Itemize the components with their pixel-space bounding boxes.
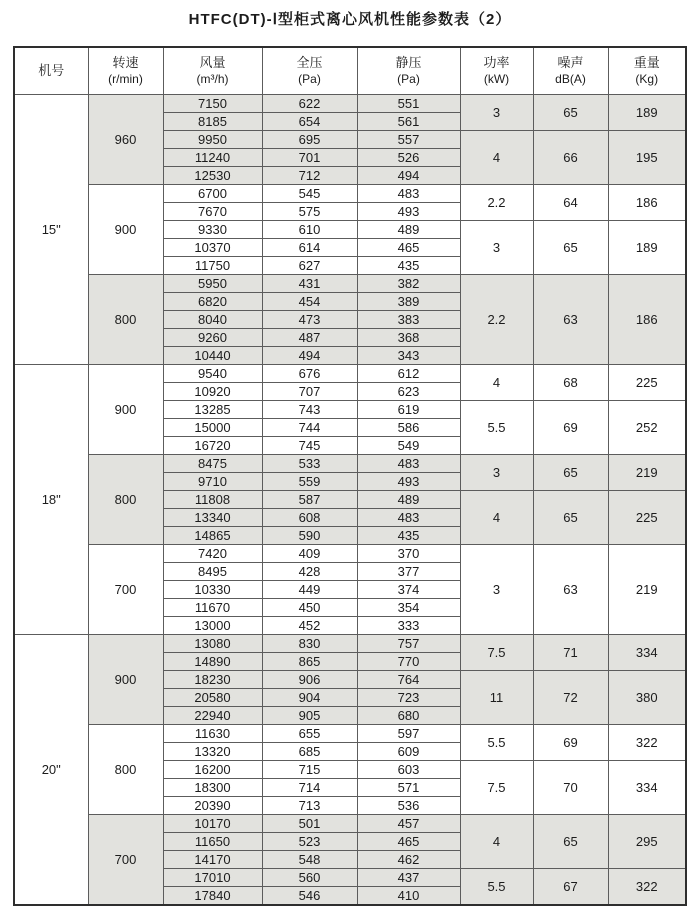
static-pressure-cell: 549 (357, 437, 460, 455)
weight-cell: 195 (608, 131, 686, 185)
airflow-cell: 13320 (163, 743, 262, 761)
static-pressure-cell: 561 (357, 113, 460, 131)
total-pressure-cell: 865 (262, 653, 357, 671)
speed-cell: 800 (88, 725, 163, 815)
power-cell: 11 (460, 671, 533, 725)
airflow-cell: 16200 (163, 761, 262, 779)
airflow-cell: 7420 (163, 545, 262, 563)
airflow-cell: 6820 (163, 293, 262, 311)
airflow-cell: 9710 (163, 473, 262, 491)
weight-cell: 334 (608, 761, 686, 815)
static-pressure-cell: 619 (357, 401, 460, 419)
total-pressure-cell: 454 (262, 293, 357, 311)
static-pressure-cell: 723 (357, 689, 460, 707)
size-cell: 20" (14, 635, 88, 906)
airflow-cell: 12530 (163, 167, 262, 185)
airflow-cell: 16720 (163, 437, 262, 455)
noise-cell: 64 (533, 185, 608, 221)
header-unit: (m³/h) (196, 71, 229, 86)
total-pressure-cell: 450 (262, 599, 357, 617)
airflow-cell: 10330 (163, 581, 262, 599)
airflow-cell: 8185 (163, 113, 262, 131)
static-pressure-cell: 623 (357, 383, 460, 401)
airflow-cell: 14865 (163, 527, 262, 545)
airflow-cell: 10370 (163, 239, 262, 257)
table-row (14, 725, 686, 743)
power-cell: 3 (460, 95, 533, 131)
total-pressure-cell: 695 (262, 131, 357, 149)
power-cell: 5.5 (460, 725, 533, 761)
airflow-cell: 11750 (163, 257, 262, 275)
airflow-cell: 14170 (163, 851, 262, 869)
weight-cell: 295 (608, 815, 686, 869)
airflow-cell: 13080 (163, 635, 262, 653)
static-pressure-cell: 389 (357, 293, 460, 311)
table-row (14, 95, 686, 113)
col-header-noise (533, 47, 608, 95)
total-pressure-cell: 906 (262, 671, 357, 689)
speed-cell: 800 (88, 275, 163, 365)
total-pressure-cell: 654 (262, 113, 357, 131)
airflow-cell: 17840 (163, 887, 262, 906)
total-pressure-cell: 830 (262, 635, 357, 653)
static-pressure-cell: 770 (357, 653, 460, 671)
airflow-cell: 8475 (163, 455, 262, 473)
table-row (14, 365, 686, 383)
weight-cell: 219 (608, 455, 686, 491)
total-pressure-cell: 487 (262, 329, 357, 347)
weight-cell: 322 (608, 869, 686, 906)
header-unit: (r/min) (108, 71, 143, 86)
weight-cell: 334 (608, 635, 686, 671)
airflow-cell: 18230 (163, 671, 262, 689)
airflow-cell: 5950 (163, 275, 262, 293)
fan-performance-table (13, 46, 687, 906)
static-pressure-cell: 465 (357, 833, 460, 851)
page-title: HTFC(DT)-Ⅰ型柜式离心风机性能参数表（2） (188, 11, 512, 28)
airflow-cell: 8040 (163, 311, 262, 329)
airflow-cell: 9540 (163, 365, 262, 383)
col-header-total-pressure (262, 47, 357, 95)
speed-cell: 900 (88, 365, 163, 455)
total-pressure-cell: 713 (262, 797, 357, 815)
total-pressure-cell: 676 (262, 365, 357, 383)
airflow-cell: 11630 (163, 725, 262, 743)
airflow-cell: 6700 (163, 185, 262, 203)
noise-cell: 72 (533, 671, 608, 725)
power-cell: 4 (460, 491, 533, 545)
noise-cell: 65 (533, 815, 608, 869)
col-header-static-pressure (357, 47, 460, 95)
total-pressure-cell: 494 (262, 347, 357, 365)
total-pressure-cell: 610 (262, 221, 357, 239)
noise-cell: 63 (533, 545, 608, 635)
weight-cell: 186 (608, 185, 686, 221)
total-pressure-cell: 533 (262, 455, 357, 473)
noise-cell: 70 (533, 761, 608, 815)
static-pressure-cell: 374 (357, 581, 460, 599)
col-header-airflow (163, 47, 262, 95)
header-unit: (Pa) (397, 71, 420, 86)
static-pressure-cell: 597 (357, 725, 460, 743)
total-pressure-cell: 707 (262, 383, 357, 401)
weight-cell: 322 (608, 725, 686, 761)
speed-cell: 700 (88, 545, 163, 635)
total-pressure-cell: 905 (262, 707, 357, 725)
total-pressure-cell: 685 (262, 743, 357, 761)
airflow-cell: 17010 (163, 869, 262, 887)
power-cell: 4 (460, 365, 533, 401)
airflow-cell: 7670 (163, 203, 262, 221)
header-line: 重量 (633, 54, 660, 70)
total-pressure-cell: 523 (262, 833, 357, 851)
airflow-cell: 10170 (163, 815, 262, 833)
static-pressure-cell: 680 (357, 707, 460, 725)
total-pressure-cell: 714 (262, 779, 357, 797)
total-pressure-cell: 501 (262, 815, 357, 833)
weight-cell: 189 (608, 95, 686, 131)
total-pressure-cell: 627 (262, 257, 357, 275)
header-line: 功率 (483, 54, 510, 70)
weight-cell: 380 (608, 671, 686, 725)
noise-cell: 67 (533, 869, 608, 906)
power-cell: 3 (460, 221, 533, 275)
table-row (14, 635, 686, 653)
col-header-size (14, 47, 88, 95)
weight-cell: 186 (608, 275, 686, 365)
static-pressure-cell: 465 (357, 239, 460, 257)
airflow-cell: 20580 (163, 689, 262, 707)
airflow-cell: 20390 (163, 797, 262, 815)
static-pressure-cell: 493 (357, 203, 460, 221)
noise-cell: 71 (533, 635, 608, 671)
noise-cell: 63 (533, 275, 608, 365)
total-pressure-cell: 431 (262, 275, 357, 293)
total-pressure-cell: 745 (262, 437, 357, 455)
total-pressure-cell: 409 (262, 545, 357, 563)
weight-cell: 225 (608, 365, 686, 401)
header-line: 全压 (296, 54, 323, 70)
static-pressure-cell: 377 (357, 563, 460, 581)
power-cell: 3 (460, 545, 533, 635)
total-pressure-cell: 473 (262, 311, 357, 329)
static-pressure-cell: 343 (357, 347, 460, 365)
power-cell: 2.2 (460, 185, 533, 221)
static-pressure-cell: 457 (357, 815, 460, 833)
airflow-cell: 13285 (163, 401, 262, 419)
total-pressure-cell: 744 (262, 419, 357, 437)
total-pressure-cell: 449 (262, 581, 357, 599)
airflow-cell: 10440 (163, 347, 262, 365)
airflow-cell: 13000 (163, 617, 262, 635)
size-cell: 15" (14, 95, 88, 365)
power-cell: 2.2 (460, 275, 533, 365)
noise-cell: 69 (533, 725, 608, 761)
static-pressure-cell: 609 (357, 743, 460, 761)
static-pressure-cell: 489 (357, 221, 460, 239)
airflow-cell: 18300 (163, 779, 262, 797)
speed-cell: 700 (88, 815, 163, 906)
total-pressure-cell: 614 (262, 239, 357, 257)
static-pressure-cell: 354 (357, 599, 460, 617)
header-unit: dB(A) (555, 71, 586, 86)
airflow-cell: 9950 (163, 131, 262, 149)
static-pressure-cell: 383 (357, 311, 460, 329)
static-pressure-cell: 435 (357, 257, 460, 275)
static-pressure-cell: 483 (357, 185, 460, 203)
total-pressure-cell: 545 (262, 185, 357, 203)
total-pressure-cell: 712 (262, 167, 357, 185)
header-row (14, 47, 686, 95)
airflow-cell: 15000 (163, 419, 262, 437)
header-line: 机号 (38, 62, 65, 78)
total-pressure-cell: 904 (262, 689, 357, 707)
power-cell: 7.5 (460, 635, 533, 671)
static-pressure-cell: 764 (357, 671, 460, 689)
static-pressure-cell: 435 (357, 527, 460, 545)
speed-cell: 800 (88, 455, 163, 545)
power-cell: 4 (460, 131, 533, 185)
airflow-cell: 11240 (163, 149, 262, 167)
static-pressure-cell: 494 (357, 167, 460, 185)
power-cell: 4 (460, 815, 533, 869)
noise-cell: 65 (533, 221, 608, 275)
table-row (14, 545, 686, 563)
static-pressure-cell: 493 (357, 473, 460, 491)
total-pressure-cell: 548 (262, 851, 357, 869)
total-pressure-cell: 743 (262, 401, 357, 419)
header-line: 风量 (199, 54, 226, 70)
total-pressure-cell: 575 (262, 203, 357, 221)
total-pressure-cell: 428 (262, 563, 357, 581)
size-cell: 18" (14, 365, 88, 635)
noise-cell: 66 (533, 131, 608, 185)
noise-cell: 65 (533, 491, 608, 545)
header-line: 噪声 (557, 54, 584, 70)
static-pressure-cell: 483 (357, 509, 460, 527)
airflow-cell: 7150 (163, 95, 262, 113)
weight-cell: 189 (608, 221, 686, 275)
static-pressure-cell: 437 (357, 869, 460, 887)
airflow-cell: 11808 (163, 491, 262, 509)
total-pressure-cell: 608 (262, 509, 357, 527)
static-pressure-cell: 612 (357, 365, 460, 383)
total-pressure-cell: 587 (262, 491, 357, 509)
total-pressure-cell: 701 (262, 149, 357, 167)
static-pressure-cell: 410 (357, 887, 460, 906)
table-row (14, 185, 686, 203)
header-unit: (kW) (483, 71, 510, 86)
total-pressure-cell: 560 (262, 869, 357, 887)
speed-cell: 960 (88, 95, 163, 185)
col-header-speed (88, 47, 163, 95)
power-cell: 3 (460, 455, 533, 491)
static-pressure-cell: 603 (357, 761, 460, 779)
header-line: 静压 (395, 54, 422, 70)
weight-cell: 252 (608, 401, 686, 455)
airflow-cell: 10920 (163, 383, 262, 401)
airflow-cell: 13340 (163, 509, 262, 527)
airflow-cell: 22940 (163, 707, 262, 725)
total-pressure-cell: 590 (262, 527, 357, 545)
weight-cell: 225 (608, 491, 686, 545)
header-unit: (Kg) (635, 71, 659, 86)
power-cell: 7.5 (460, 761, 533, 815)
power-cell: 5.5 (460, 869, 533, 906)
static-pressure-cell: 462 (357, 851, 460, 869)
static-pressure-cell: 586 (357, 419, 460, 437)
static-pressure-cell: 757 (357, 635, 460, 653)
weight-cell: 219 (608, 545, 686, 635)
noise-cell: 69 (533, 401, 608, 455)
airflow-cell: 11670 (163, 599, 262, 617)
static-pressure-cell: 536 (357, 797, 460, 815)
total-pressure-cell: 622 (262, 95, 357, 113)
airflow-cell: 8495 (163, 563, 262, 581)
total-pressure-cell: 546 (262, 887, 357, 906)
col-header-weight (608, 47, 686, 95)
airflow-cell: 14890 (163, 653, 262, 671)
col-header-power (460, 47, 533, 95)
table-row (14, 455, 686, 473)
speed-cell: 900 (88, 635, 163, 725)
static-pressure-cell: 333 (357, 617, 460, 635)
total-pressure-cell: 715 (262, 761, 357, 779)
static-pressure-cell: 368 (357, 329, 460, 347)
static-pressure-cell: 571 (357, 779, 460, 797)
static-pressure-cell: 382 (357, 275, 460, 293)
table-row (14, 815, 686, 833)
airflow-cell: 9330 (163, 221, 262, 239)
static-pressure-cell: 370 (357, 545, 460, 563)
static-pressure-cell: 489 (357, 491, 460, 509)
static-pressure-cell: 551 (357, 95, 460, 113)
static-pressure-cell: 483 (357, 455, 460, 473)
header-unit: (Pa) (298, 71, 321, 86)
total-pressure-cell: 655 (262, 725, 357, 743)
static-pressure-cell: 526 (357, 149, 460, 167)
airflow-cell: 11650 (163, 833, 262, 851)
power-cell: 5.5 (460, 401, 533, 455)
noise-cell: 68 (533, 365, 608, 401)
airflow-cell: 9260 (163, 329, 262, 347)
noise-cell: 65 (533, 455, 608, 491)
speed-cell: 900 (88, 185, 163, 275)
header-line: 转速 (112, 54, 139, 70)
noise-cell: 65 (533, 95, 608, 131)
total-pressure-cell: 559 (262, 473, 357, 491)
total-pressure-cell: 452 (262, 617, 357, 635)
table-row (14, 275, 686, 293)
static-pressure-cell: 557 (357, 131, 460, 149)
